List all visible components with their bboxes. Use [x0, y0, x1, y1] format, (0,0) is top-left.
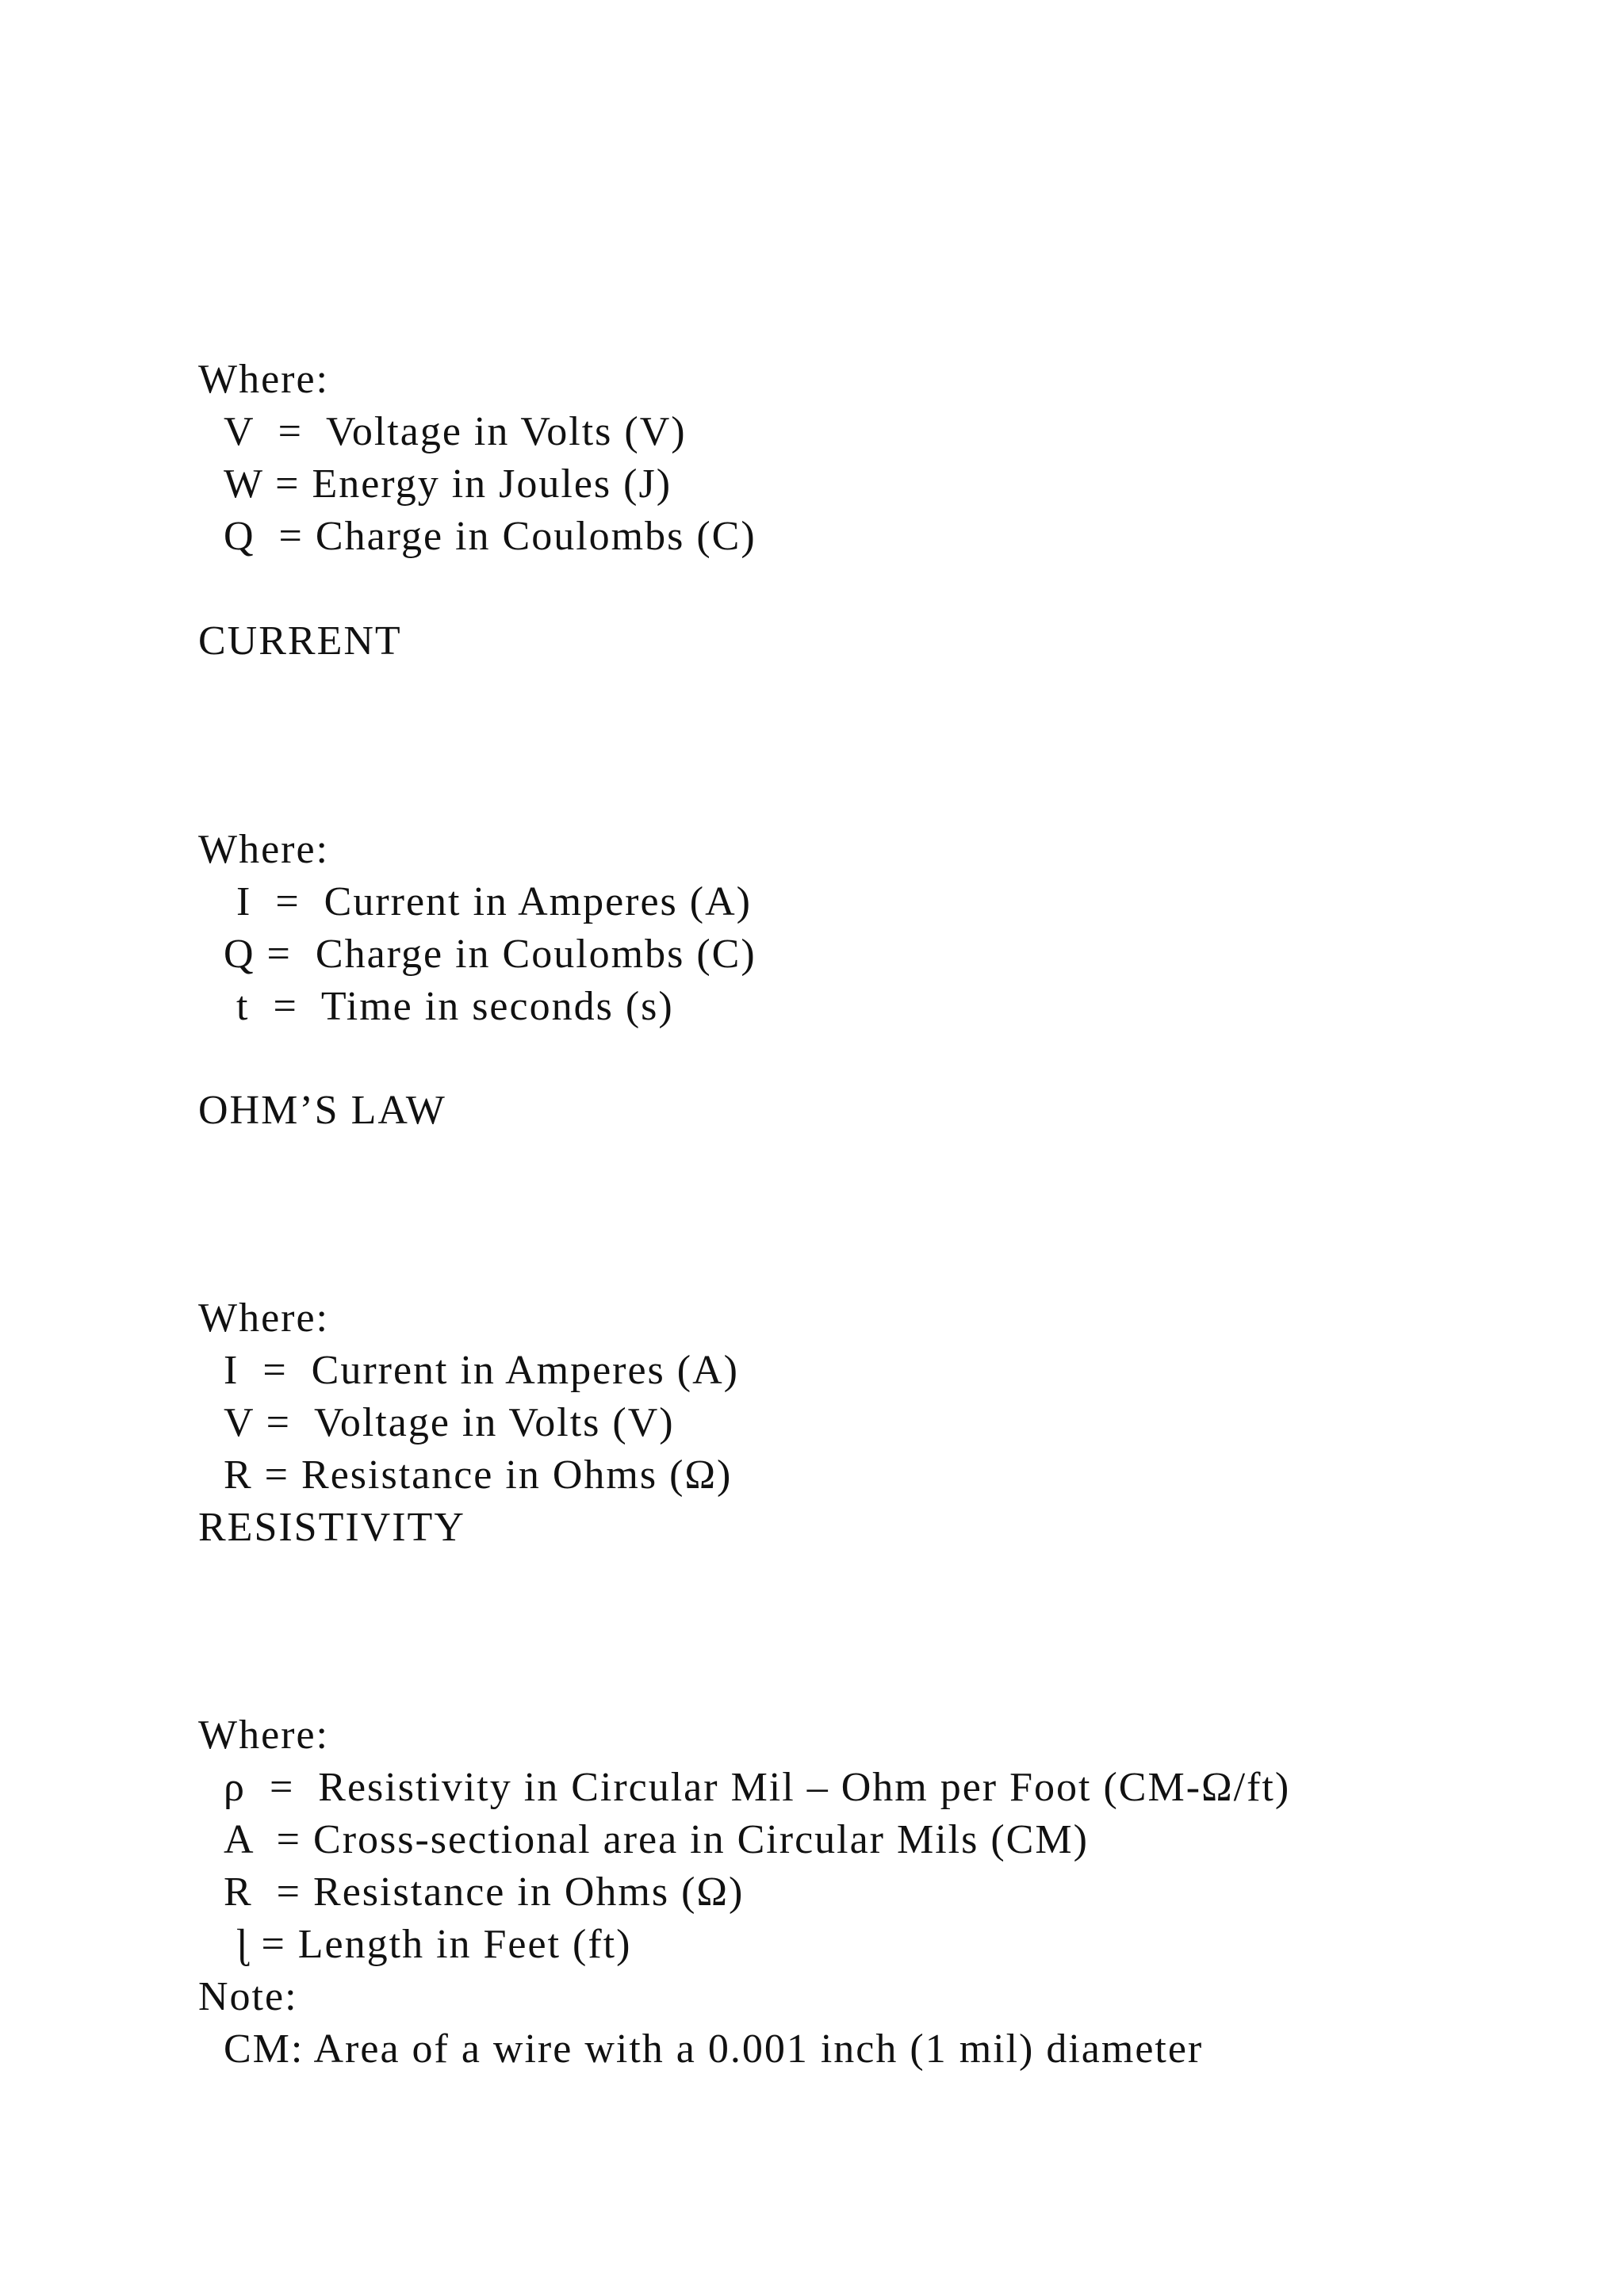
voltage-def-v: V = Voltage in Volts (V) — [224, 409, 687, 454]
ohms-law-where-label: Where: — [198, 1295, 330, 1341]
ohms-law-heading: OHM’S LAW — [198, 1088, 446, 1133]
ohms-law-def-v: V = Voltage in Volts (V) — [224, 1400, 675, 1445]
voltage-def-w: W = Energy in Joules (J) — [224, 461, 672, 507]
ohms-law-def-i: I = Current in Amperes (A) — [224, 1348, 739, 1393]
resistivity-def-rho: ρ = Resistivity in Circular Mil – Ohm per Foot (CM-Ω/ft) — [224, 1765, 1291, 1810]
current-where-label: Where: — [198, 827, 330, 872]
resistivity-where-label: Where: — [198, 1712, 330, 1758]
current-def-q: Q = Charge in Coulombs (C) — [224, 932, 756, 977]
ohms-law-def-r: R = Resistance in Ohms (Ω) — [224, 1452, 733, 1498]
voltage-def-q: Q = Charge in Coulombs (C) — [224, 514, 756, 559]
current-def-i: I = Current in Amperes (A) — [236, 879, 752, 924]
resistivity-def-a: A = Cross-sectional area in Circular Mils (CM) — [224, 1817, 1089, 1862]
voltage-where-label: Where: — [198, 357, 330, 402]
note-text: CM: Area of a wire with a 0.001 inch (1 mil) diameter — [224, 2026, 1204, 2072]
current-heading: CURRENT — [198, 618, 402, 664]
current-def-t: t = Time in seconds (s) — [236, 984, 674, 1029]
note-label: Note: — [198, 1974, 298, 2019]
resistivity-heading: RESISTIVITY — [198, 1505, 465, 1550]
resistivity-def-r: R = Resistance in Ohms (Ω) — [224, 1869, 745, 1915]
resistivity-def-l: ɭ = Length in Feet (ft) — [236, 1922, 632, 1967]
